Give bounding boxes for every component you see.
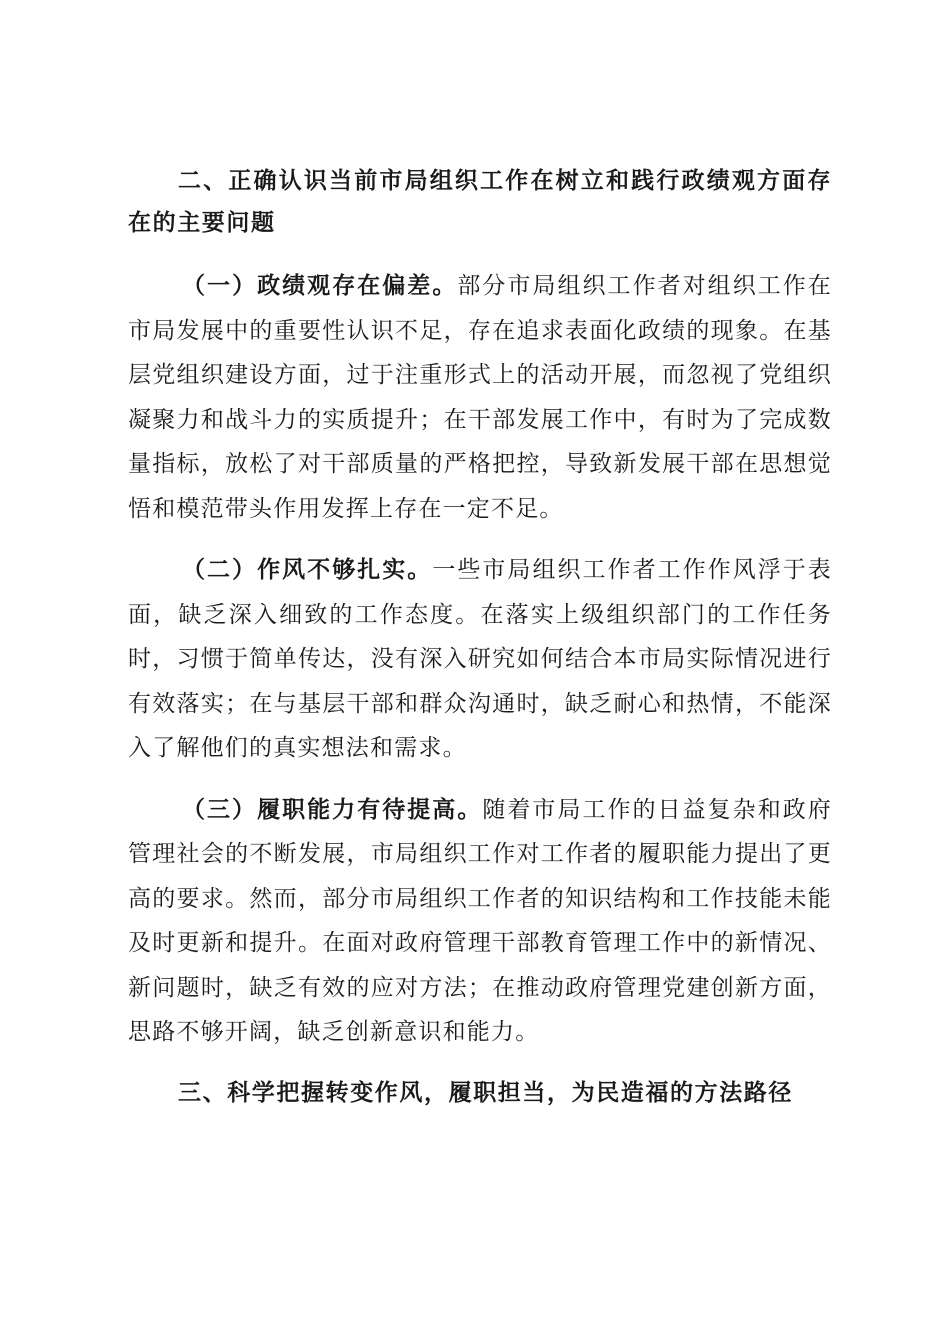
paragraph-1-body: 部分市局组织工作者对组织工作在市局发展中的重要性认识不足，存在追求表面化政绩的现象。在基层党组织建设方面，过于注重形式上的活动开展，而忽视了党组织凝聚力和战斗力的实质提升；在干部发展工作中，有时为了完成数量指标，放松了对干部质量的严格把控，导致新发展干部在思想觉悟和模范带头作用发挥上存在一定不足。	[128, 273, 833, 522]
paragraph-3-body: 随着市局工作的日益复杂和政府管理社会的不断发展，市局组织工作对工作者的履职能力提出了更高的要求。然而，部分市局组织工作者的知识结构和工作技能未能及时更新和提升。在面对政府管理干部教育管理工作中的新情况、新问题时，缺乏有效的应对方法；在推动政府管理党建创新方面，思路不够开阔，缺乏创新意识和能力。	[128, 796, 832, 1045]
section-2-heading: 二、正确认识当前市局组织工作在树立和践行政绩观方面存在的主要问题	[128, 168, 832, 236]
paragraph-2-body: 一些市局组织工作者工作作风浮于表面，缺乏深入细致的工作态度。在落实上级组织部门的工作任务时，习惯于简单传达，没有深入研究如何结合本市局实际情况进行有效落实；在与基层干部和群众沟通时，缺乏耐心和热情，不能深入了解他们的真实想法和需求。	[128, 557, 833, 761]
document-page	[128, 160, 832, 1134]
paragraph-3-lead: （三）履职能力有待提高。	[182, 796, 483, 823]
paragraph-2	[128, 548, 832, 771]
paragraph-2-lead: （二）作风不够扎实。	[182, 557, 433, 583]
paragraph-1	[128, 264, 832, 531]
paragraph-1-lead: （一）政绩观存在偏差。	[182, 273, 458, 299]
section-3-heading: 三、科学把握转变作风，履职担当，为民造福的方法路径	[178, 1079, 793, 1106]
paragraph-3	[128, 788, 832, 1055]
